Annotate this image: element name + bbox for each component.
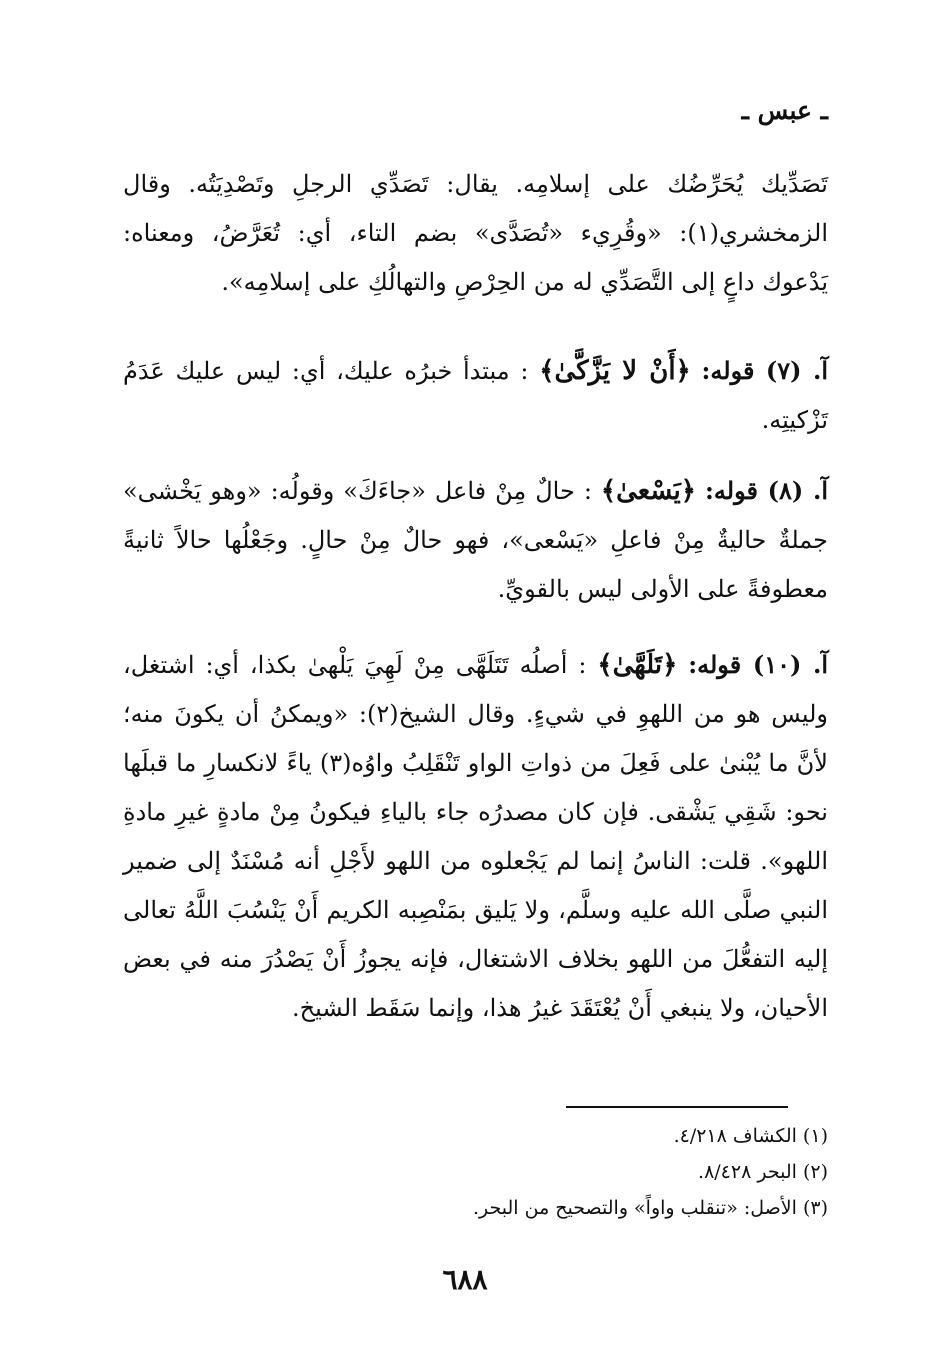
footnote-3: (٣) الأصل: «تنقلب واواً» والتصحيح من البحر. (472, 1197, 828, 1219)
footnote-2: (٢) البحر ٨/٤٢٨. (698, 1161, 828, 1183)
paragraph-3-verse-ref: آ. (٨) قوله: (705, 476, 828, 505)
paragraph-2 (123, 346, 828, 445)
paragraph-3-text: : حالٌ مِنْ فاعل «جاءَكَ» وقولُه: «وهو يَخْشى» جملةٌ حاليةٌ مِنْ فاعلِ «يَسْعى»، فهو حالٌ مِنْ حالٍ. وجَعْلُها حالاً ثانيةً معطوفةً على الأولى ليس بالقويِّ. (123, 477, 828, 603)
paragraph-1-text: تَصَدِّيك يُحَرِّضُك على إسلامِه. يقال: تَصَدِّي الرجلِ وتَصْدِيَتُه. وقال الزمخشري(١): «وقُرِيء «تُصَدَّى» بضم التاء، أي: تُعَرَّضُ، ومعناه: يَدْعوك داعٍ إلى التَّصَدِّي له من الحِرْصِ والتهالُكِ على إسلامِه». (123, 170, 828, 296)
footnotes (123, 1118, 828, 1226)
paragraph-4-verse-ref: آ. (١٠) قوله: (688, 650, 828, 679)
paragraph-4-text: : أصلُه تَتَلَهَّى مِنْ لَهِيَ يَلْهىٰ بكذا، أي: اشتغل، وليس هو من اللهوِ في شيءٍ. وقال الشيخ(٢): «ويمكنُ أن يكونَ منه؛ لأنَّ ما يُبْنىٰ على فَعِلَ من ذواتِ الواو تَنْقَلِبُ واوُه(٣) ياءً لانكسارِ ما قبلَها نحو: شَقِي يَشْقى. فإن كان مصدرُه جاء بالياءِ فيكونُ مِنْ مادةٍ غيرِ مادةِ اللهو». قلت: الناسُ إنما لم يَجْعلوه من اللهو لأَجْلِ أنه مُسْنَدٌ إلى ضمير النبي صلَّى الله عليه وسلَّم، ولا يَليق بمَنْصِبه الكريم أَنْ يَنْسُبَ اللَّهُ تعالى إليه التفعُّلَ من اللهو بخلاف الاشتغال، فإنه يجوزُ أَنْ يَصْدُرَ منه في بعض الأحيان، ولا ينبغي أَنْ يُعْتَقَدَ غيرُ هذا، وإنما سَقَط الشيخ. (123, 651, 829, 1022)
footnote-1: (١) الكشاف ٤/٢١٨. (673, 1125, 828, 1147)
paragraph-2-text: : مبتدأ خبرُه عليك، أي: ليس عليك عَدَمُ تَزْكيتِه. (123, 357, 828, 434)
paragraph-4 (123, 640, 828, 1033)
paragraph-4-verse: ﴿تَلَهَّىٰ﴾ (597, 650, 678, 680)
footnote-divider (566, 1106, 788, 1108)
paragraph-1 (123, 160, 828, 307)
page-number: ٦٨٨ (442, 1263, 488, 1296)
paragraph-3 (123, 466, 828, 614)
running-header: ـ عبس ـ (741, 96, 828, 125)
paragraph-3-verse: ﴿يَسْعىٰ﴾ (600, 476, 697, 506)
paragraph-2-verse-ref: آ. (٧) قوله: (701, 356, 829, 385)
paragraph-2-verse: ﴿أَنْ لا يَزَّكَّىٰ﴾ (539, 356, 691, 386)
